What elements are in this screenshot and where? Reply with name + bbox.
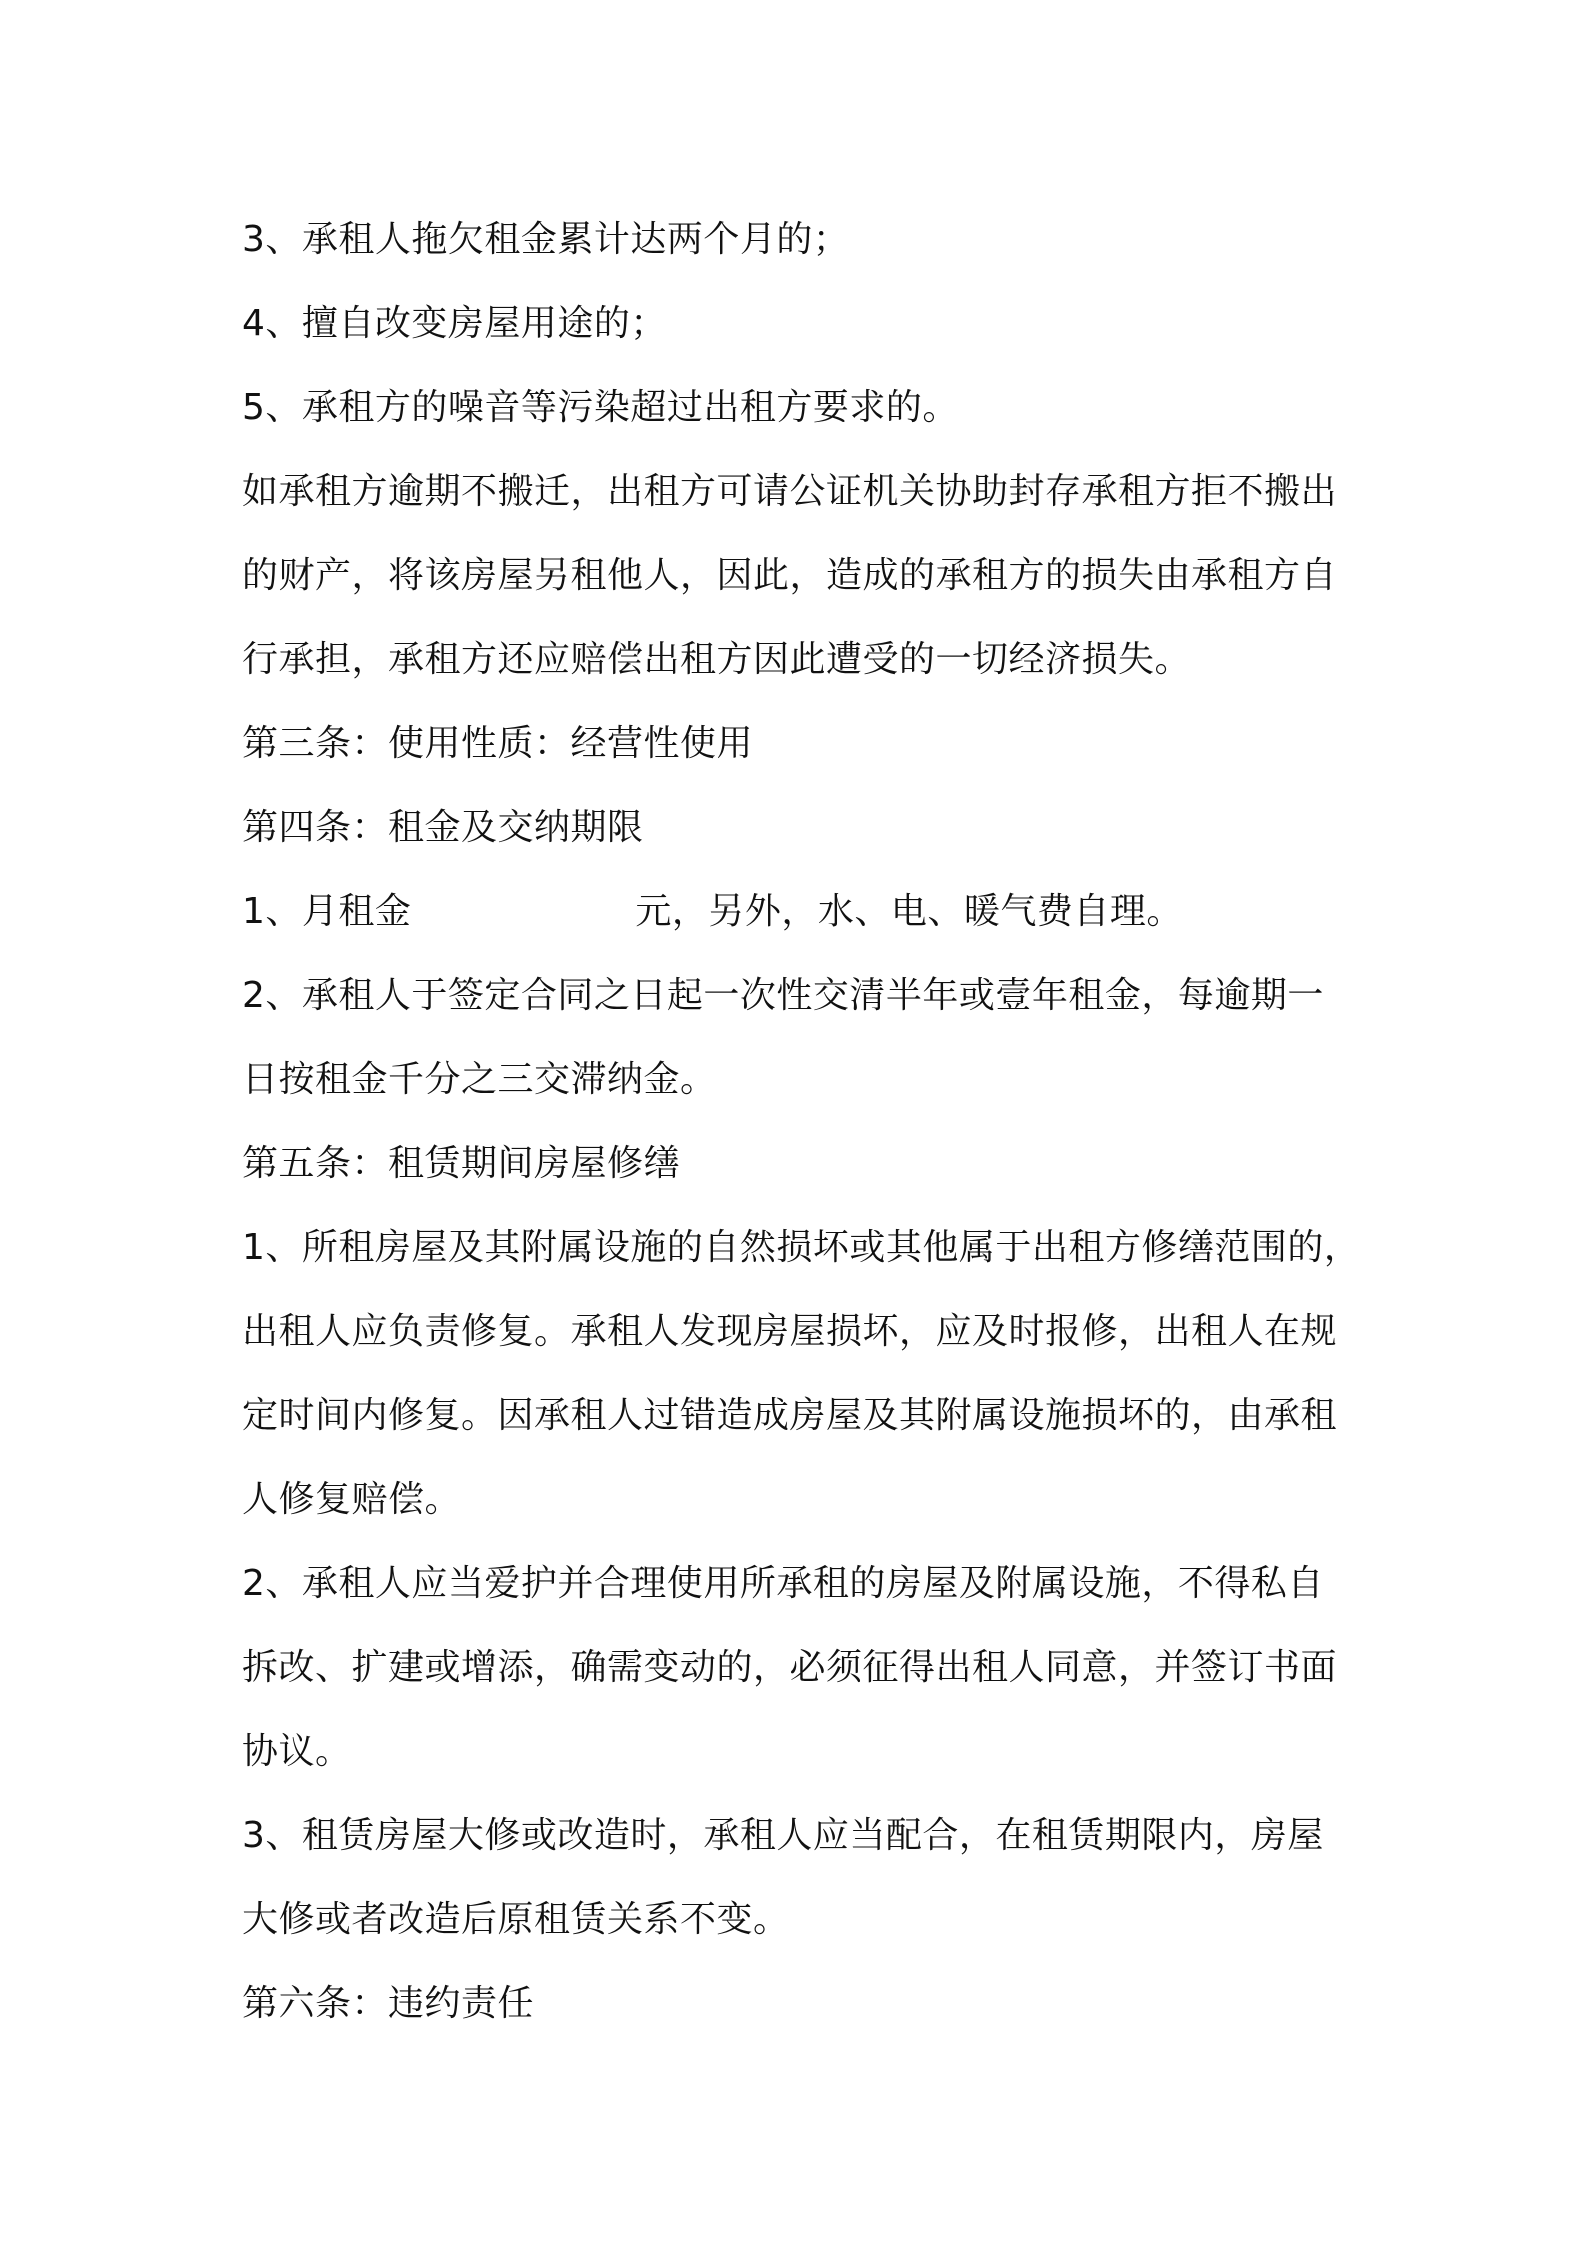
article-heading: 第三条：使用性质：经营性使用 xyxy=(242,723,754,764)
clause-line: 出租人应负责修复。承租人发现房屋损坏，应及时报修，出租人在规 xyxy=(242,1311,1338,1352)
rent-label: 1、月租金 xyxy=(242,891,412,932)
clause-line: 定时间内修复。因承租人过错造成房屋及其附属设施损坏的，由承租 xyxy=(242,1395,1338,1436)
clause-line: 人修复赔偿。 xyxy=(242,1479,462,1520)
clause-line: 1、所租房屋及其附属设施的自然损坏或其他属于出租方修缮范围的， xyxy=(242,1227,1361,1268)
clause-line: 协议。 xyxy=(242,1731,352,1772)
clause-line: 3、租赁房屋大修或改造时，承租人应当配合，在租赁期限内，房屋 xyxy=(242,1815,1324,1856)
clause-line: 5、承租方的噪音等污染超过出租方要求的。 xyxy=(242,387,959,428)
article-heading: 第五条：租赁期间房屋修缮 xyxy=(242,1143,681,1184)
article-heading: 第四条：租金及交纳期限 xyxy=(242,807,644,848)
article-heading: 第六条：违约责任 xyxy=(242,1983,535,2024)
clause-line: 2、承租人应当爱护并合理使用所承租的房屋及附属设施，不得私自 xyxy=(242,1563,1324,1604)
paragraph-line: 行承担，承租方还应赔偿出租方因此遭受的一切经济损失。 xyxy=(242,639,1192,680)
clause-line: 大修或者改造后原租赁关系不变。 xyxy=(242,1899,790,1940)
paragraph-line: 的财产，将该房屋另租他人，因此，造成的承租方的损失由承租方自 xyxy=(242,555,1338,596)
clause-line: 拆改、扩建或增添，确需变动的，必须征得出租人同意，并签订书面 xyxy=(242,1647,1338,1688)
paragraph-line: 如承租方逾期不搬迁，出租方可请公证机关协助封存承租方拒不搬出 xyxy=(242,471,1338,512)
clause-line: 2、承租人于签定合同之日起一次性交清半年或壹年租金，每逾期一 xyxy=(242,975,1324,1016)
clause-line: 3、承租人拖欠租金累计达两个月的； xyxy=(242,219,850,260)
rent-line xyxy=(242,870,1382,954)
clause-line: 4、擅自改变房屋用途的； xyxy=(242,303,667,344)
rent-terms: 元，另外，水、电、暖气费自理。 xyxy=(635,891,1183,932)
clause-line: 日按租金千分之三交滞纳金。 xyxy=(242,1059,717,1100)
document-body xyxy=(242,198,1382,2046)
